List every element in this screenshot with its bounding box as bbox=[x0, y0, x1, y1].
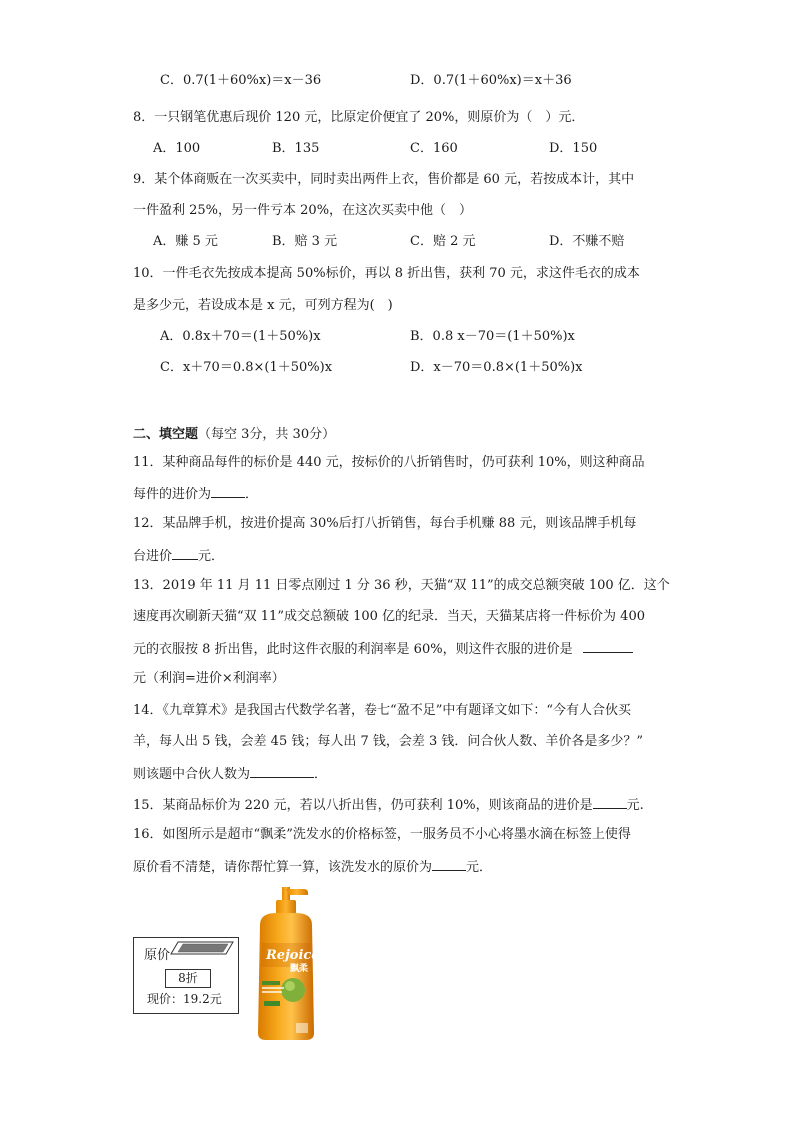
bottle-brand: Rejoice bbox=[266, 948, 320, 963]
section-2-title: 二、填空题 bbox=[133, 427, 199, 442]
ink-blot-sticker bbox=[170, 941, 234, 955]
q15-line-1 bbox=[133, 794, 644, 816]
q16-answer-blank[interactable] bbox=[432, 856, 466, 871]
q13-answer-blank[interactable] bbox=[583, 638, 633, 653]
q12-line-1: 12．某品牌手机，按进价提高 30%后打八折销售，每台手机赚 88 元，则该品牌手机每 bbox=[133, 516, 637, 531]
q12-line-2 bbox=[133, 545, 224, 567]
q11-line-2 bbox=[133, 483, 258, 505]
q14-line-1: 14．《九章算术》是我国古代数学名著，卷七“盈不足”中有题译文如下：“今有人合伙买 bbox=[133, 703, 631, 718]
q13-text: 元的衣服按 8 折出售，此时这件衣服的利润率是 60%，则这件衣服的进价是 bbox=[133, 642, 573, 657]
bottle-brand-cn: 飘柔 bbox=[290, 964, 309, 974]
q16-line-1: 16．如图所示是超市“飘柔”洗发水的价格标签，一服务员不小心将墨水滴在标签上使得 bbox=[133, 827, 631, 842]
q11-end: ． bbox=[245, 487, 259, 502]
q13-line-1: 13．2019 年 11 月 11 日零点刚过 1 分 36 秒，天猫“双 11”的成交总额突破 100 亿．这个 bbox=[133, 578, 670, 593]
q14-line-2: 羊，每人出 5 钱，会差 45 钱；每人出 7 钱，会差 3 钱．问合伙人数、羊价各是多少？” bbox=[133, 734, 644, 749]
q12-answer-blank[interactable] bbox=[172, 545, 198, 560]
q16-end: 元． bbox=[466, 860, 493, 875]
q9-option-d: D．不赚不赔 bbox=[549, 234, 625, 249]
q10-line-1: 10．一件毛衣先按成本提高 50%标价，再以 8 折出售，获利 70 元，求这件毛衣的成本 bbox=[133, 266, 640, 281]
section-2-note: （每空 3分，共 30分） bbox=[198, 427, 336, 442]
q11-text: 每件的进价为 bbox=[133, 487, 212, 502]
q8-option-b: B．135 bbox=[272, 141, 320, 156]
q7-option-c: C．0.7(1＋60%x)＝x－36 bbox=[160, 73, 322, 88]
shampoo-bottle-image bbox=[246, 885, 326, 1043]
q16-text: 原价看不清楚，请你帮忙算一算，该洗发水的原价为 bbox=[133, 860, 433, 875]
q13-line-3 bbox=[133, 638, 633, 660]
q10-line-2: 是多少元，若设成本是 x 元，可列方程为( ) bbox=[133, 298, 393, 313]
q8-option-d: D．150 bbox=[549, 141, 598, 156]
q10-option-a: A．0.8x＋70＝(1＋50%)x bbox=[160, 329, 321, 344]
q10-option-c: C．x＋70＝0.8×(1＋50%)x bbox=[160, 360, 333, 375]
section-2-heading bbox=[133, 425, 335, 445]
q8-option-c: C．160 bbox=[410, 141, 458, 156]
q9-option-a: A．赚 5 元 bbox=[153, 234, 218, 249]
q13-line-2: 速度再次刷新天猫“双 11”成交总额破 100 亿的纪录．当天，天猫某店将一件标价为 400 bbox=[133, 609, 645, 624]
current-price-label: 现价：19.2元 bbox=[147, 992, 222, 1006]
q10-option-b: B．0.8 x－70＝(1＋50%)x bbox=[410, 329, 575, 344]
q14-end: ． bbox=[314, 767, 328, 782]
q7-option-d: D．0.7(1＋60%x)＝x＋36 bbox=[410, 73, 572, 88]
q9-line-2: 一件盈利 25%，另一件亏本 20%，在这次买卖中他（ ） bbox=[133, 203, 473, 218]
q11-answer-blank[interactable] bbox=[211, 483, 245, 498]
q16-line-2 bbox=[133, 856, 492, 878]
q14-answer-blank[interactable] bbox=[250, 763, 314, 778]
q12-end: 元． bbox=[198, 549, 225, 564]
q9-line-1: 9．某个体商贩在一次买卖中，同时卖出两件上衣，售价都是 60 元，若按成本计，其中 bbox=[133, 172, 635, 187]
q13-line-4: 元（利润=进价×利润率） bbox=[133, 671, 285, 686]
q8-option-a: A．100 bbox=[153, 141, 201, 156]
original-price-label: 原价 bbox=[144, 948, 171, 963]
q14-line-3 bbox=[133, 763, 327, 785]
q14-text: 则该题中合伙人数为 bbox=[133, 767, 251, 782]
q9-option-b: B．赔 3 元 bbox=[272, 234, 338, 249]
q15-text: 15．某商品标价为 220 元，若以八折出售，仍可获利 10%，则该商品的进价是 bbox=[133, 798, 593, 813]
q15-answer-blank[interactable] bbox=[593, 794, 627, 809]
q8-stem: 8．一只钢笔优惠后现价 120 元，比原定价便宜了 20%，则原价为（ ）元． bbox=[133, 110, 585, 125]
q15-end: 元. bbox=[626, 798, 644, 813]
discount-label: 8折 bbox=[165, 969, 211, 988]
q9-option-c: C．赔 2 元 bbox=[410, 234, 476, 249]
q10-option-d: D．x－70＝0.8×(1＋50%)x bbox=[410, 360, 583, 375]
q11-line-1: 11．某种商品每件的标价是 440 元，按标价的八折销售时，仍可获利 10%，则这种商品 bbox=[133, 455, 645, 470]
q12-text: 台进价 bbox=[133, 549, 173, 564]
